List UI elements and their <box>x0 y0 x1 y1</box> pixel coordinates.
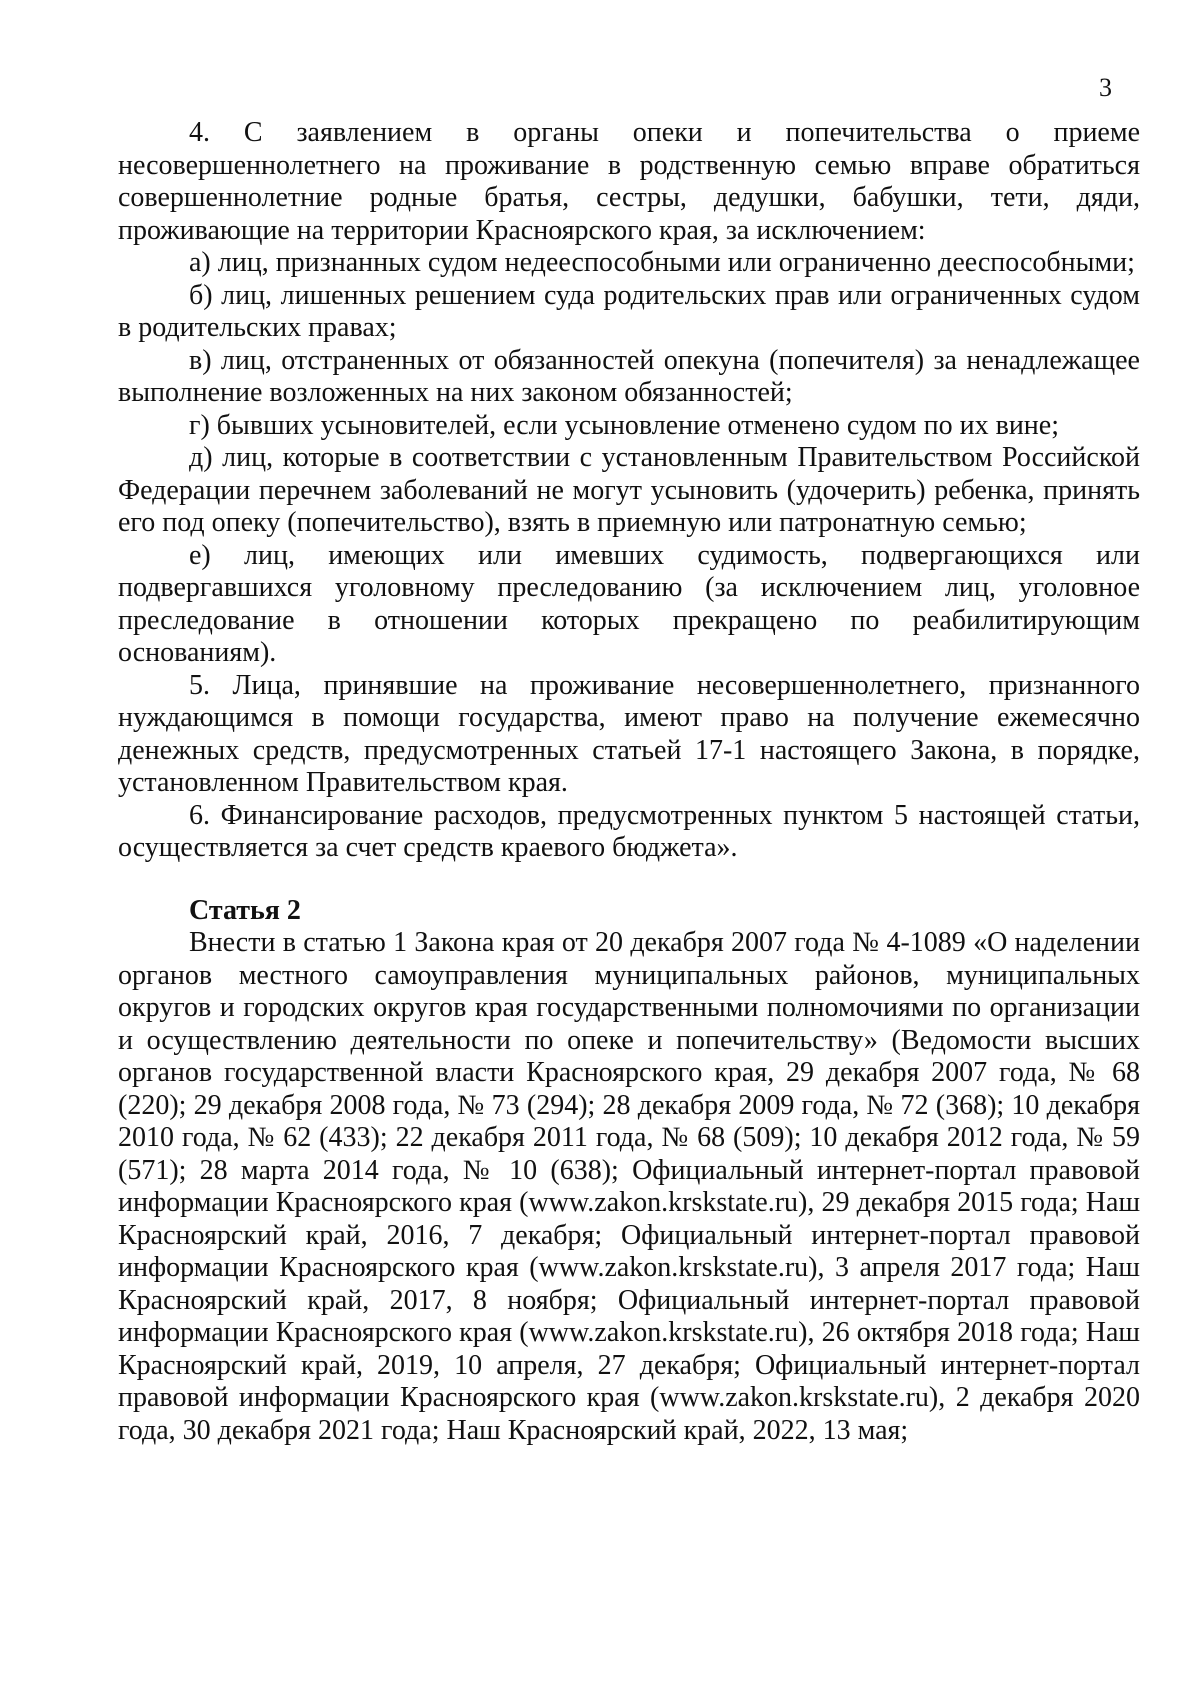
paragraph-subitem-e: е) лиц, имеющих или имевших судимость, подвергающихся или подвергавшихся уголовному преследованию (за исключением лиц, уголовное преследование в отношении которых прекращено по реабилитирующим основаниям). <box>118 539 1140 668</box>
paragraph-subitem-b: б) лиц, лишенных решением суда родительских прав или ограниченных судом в родительских правах; <box>118 279 1140 343</box>
paragraph-item-4: 4. С заявлением в органы опеки и попечительства о приеме несовершеннолетнего на проживание в родственную семью вправе обратиться совершеннолетние родные братья, сестры, дедушки, бабушки, тети, дяди, проживающие на территории Красноярского края, за исключением: <box>118 117 1140 246</box>
page-number: 3 <box>1099 73 1112 102</box>
document-body <box>118 117 1140 1447</box>
paragraph-subitem-a: а) лиц, признанных судом недееспособными или ограниченно дееспособными; <box>189 247 1135 278</box>
paragraph-subitem-v: в) лиц, отстраненных от обязанностей опекуна (попечителя) за ненадлежащее выполнение возложенных на них законом обязанностей; <box>118 344 1140 408</box>
paragraph-item-6: 6. Финансирование расходов, предусмотренных пунктом 5 настоящей статьи, осуществляется за счет средств краевого бюджета». <box>118 799 1140 863</box>
article-2-text: Внести в статью 1 Закона края от 20 декабря 2007 года № 4-1089 «О наделении органов местного самоуправления муниципальных районов, муниципальных округов и городских округов края государственными полномочиями по организации и осуществлению деятельности по опеке и попечительству» (Ведомости высших органов государственной власти Красноярского края, 29 декабря 2007 года, № 68 (220); 29 декабря 2008 года, № 73 (294); 28 декабря 2009 года, № 72 (368); 10 декабря 2010 года, № 62 (433); 22 декабря 2011 года, № 68 (509); 10 декабря 2012 года, № 59 (571); 28 марта 2014 года, № 10 (638); Официальный интернет-портал правовой информации Красноярского края (www.zakon.krskstate.ru), 29 декабря 2015 года; Наш Красноярский край, 2016, 7 декабря; Официальный интернет-портал правовой информации Красноярского края (www.zakon.krskstate.ru), 3 апреля 2017 года; Наш Красноярский край, 2017, 8 ноября; Официальный интернет-портал правовой информации Красноярского края (www.zakon.krskstate.ru), 26 октября 2018 года; Наш Красноярский край, 2019, 10 апреля, 27 декабря; Официальный интернет-портал правовой информации Красноярского края (www.zakon.krskstate.ru), 2 декабря 2020 года, 30 декабря 2021 года; Наш Красноярский край, 2022, 13 мая; <box>118 927 1140 1446</box>
paragraph-subitem-d: д) лиц, которые в соответствии с установленным Правительством Российской Федерации перечнем заболеваний не могут усыновить (удочерить) ребенка, принять его под опеку (попечительство), взять в приемную или патронатную семью; <box>118 442 1140 538</box>
paragraph-item-5: 5. Лица, принявшие на проживание несовершеннолетнего, признанного нуждающимся в помощи государства, имеют право на получение ежемесячно денежных средств, предусмотренных статьей 17-1 настоящего Закона, в порядке, установленном Правительством края. <box>118 669 1140 798</box>
paragraph-subitem-g: г) бывших усыновителей, если усыновление отменено судом по их вине; <box>189 409 1059 441</box>
article-2-heading: Статья 2 <box>189 894 301 926</box>
